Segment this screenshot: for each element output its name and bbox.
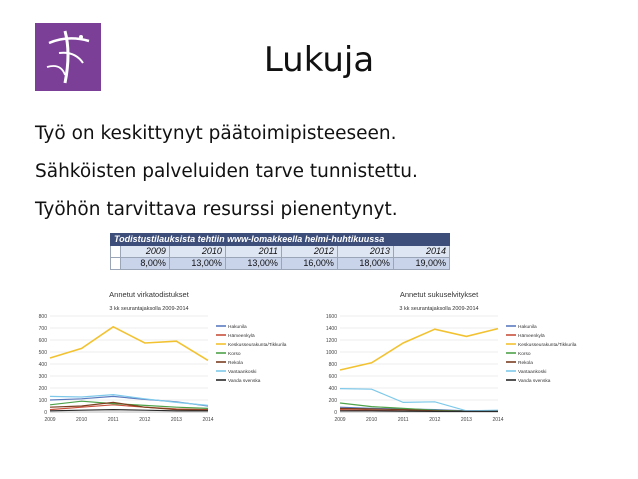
table-year-cell: 2013 xyxy=(337,246,393,258)
x-tick-label: 2011 xyxy=(397,417,409,423)
x-tick-label: 2010 xyxy=(76,417,88,423)
legend-label: Vanda svenska xyxy=(228,379,261,384)
certificates-chart xyxy=(28,286,310,428)
table-blank-cell xyxy=(111,246,121,258)
y-tick-label: 1200 xyxy=(325,338,337,344)
order-stats-table xyxy=(110,233,450,270)
bullet-item: Työ on keskittynyt päätoimipisteeseen. xyxy=(35,123,397,144)
y-tick-label: 700 xyxy=(38,326,47,332)
y-tick-label: 1400 xyxy=(325,326,337,332)
legend-label: Rekola xyxy=(228,361,243,366)
legend-label: Hämeenkylä xyxy=(518,334,545,339)
x-tick-label: 2010 xyxy=(366,417,378,423)
table-percent-cell: 16,00% xyxy=(281,258,337,270)
x-tick-label: 2012 xyxy=(139,417,151,423)
y-tick-label: 400 xyxy=(328,386,337,392)
chart-subtitle: 3 kk seurantajaksolla 2009-2014 xyxy=(399,306,479,312)
y-tick-label: 1000 xyxy=(325,350,337,356)
table-year-cell: 2012 xyxy=(281,246,337,258)
legend-label: Keskusseurakunta/Tikkurila xyxy=(518,343,577,348)
y-tick-label: 400 xyxy=(38,362,47,368)
x-tick-label: 2009 xyxy=(334,417,346,423)
table-percent-cell: 19,00% xyxy=(393,258,449,270)
table-year-cell: 2011 xyxy=(225,246,281,258)
chart-subtitle: 3 kk seurantajaksolla 2009-2014 xyxy=(109,306,189,312)
legend-label: Vanda svenska xyxy=(518,379,551,384)
bullet-list xyxy=(35,115,418,229)
y-tick-label: 0 xyxy=(44,410,47,416)
legend-label: Korso xyxy=(228,352,241,357)
table-year-cell: 2014 xyxy=(393,246,449,258)
table-percent-cell: 18,00% xyxy=(337,258,393,270)
legend-label: Vantaankoski xyxy=(518,370,547,375)
table-year-cell: 2009 xyxy=(121,246,170,258)
y-tick-label: 200 xyxy=(328,398,337,404)
y-tick-label: 800 xyxy=(328,362,337,368)
legend-label: Korso xyxy=(518,352,531,357)
slide-title: Lukuja xyxy=(263,40,375,80)
chart-title: Annetut sukuselvitykset xyxy=(399,290,479,299)
bullet-item: Sähköisten palveluiden tarve tunnistettu. xyxy=(35,161,418,182)
table-percent-cell: 13,00% xyxy=(169,258,225,270)
x-tick-label: 2011 xyxy=(107,417,119,423)
table-percent-cell: 8,00% xyxy=(121,258,170,270)
x-tick-label: 2013 xyxy=(170,417,182,423)
legend-label: Keskusseurakunta/Tikkurila xyxy=(228,343,287,348)
y-tick-label: 1600 xyxy=(325,314,337,320)
legend-label: Hämeenkylä xyxy=(228,334,255,339)
x-tick-label: 2009 xyxy=(44,417,56,423)
y-tick-label: 600 xyxy=(328,374,337,380)
legend-label: Hakunila xyxy=(518,325,537,330)
y-tick-label: 100 xyxy=(38,398,47,404)
series-line xyxy=(340,411,498,412)
x-tick-label: 2012 xyxy=(429,417,441,423)
table-year-cell: 2010 xyxy=(169,246,225,258)
x-tick-label: 2013 xyxy=(460,417,472,423)
legend-label: Vantaankoski xyxy=(228,370,257,375)
y-tick-label: 600 xyxy=(38,338,47,344)
table-percent-cell: 13,00% xyxy=(225,258,281,270)
series-line xyxy=(50,327,208,361)
bullet-item: Työhön tarvittava resurssi pienentynyt. xyxy=(35,199,398,220)
legend-label: Rekola xyxy=(518,361,533,366)
genealogy-chart xyxy=(318,286,600,428)
table-blank-cell xyxy=(111,258,121,270)
table-caption: Todistustilauksista tehtiin www-lomakkeella helmi-huhtikuussa xyxy=(111,234,450,246)
x-tick-label: 2014 xyxy=(202,417,214,423)
y-tick-label: 200 xyxy=(38,386,47,392)
y-tick-label: 800 xyxy=(38,314,47,320)
y-tick-label: 0 xyxy=(334,410,337,416)
chart-title: Annetut virkatodistukset xyxy=(109,290,189,299)
x-tick-label: 2014 xyxy=(492,417,504,423)
legend-label: Hakunila xyxy=(228,325,247,330)
y-tick-label: 500 xyxy=(38,350,47,356)
y-tick-label: 300 xyxy=(38,374,47,380)
